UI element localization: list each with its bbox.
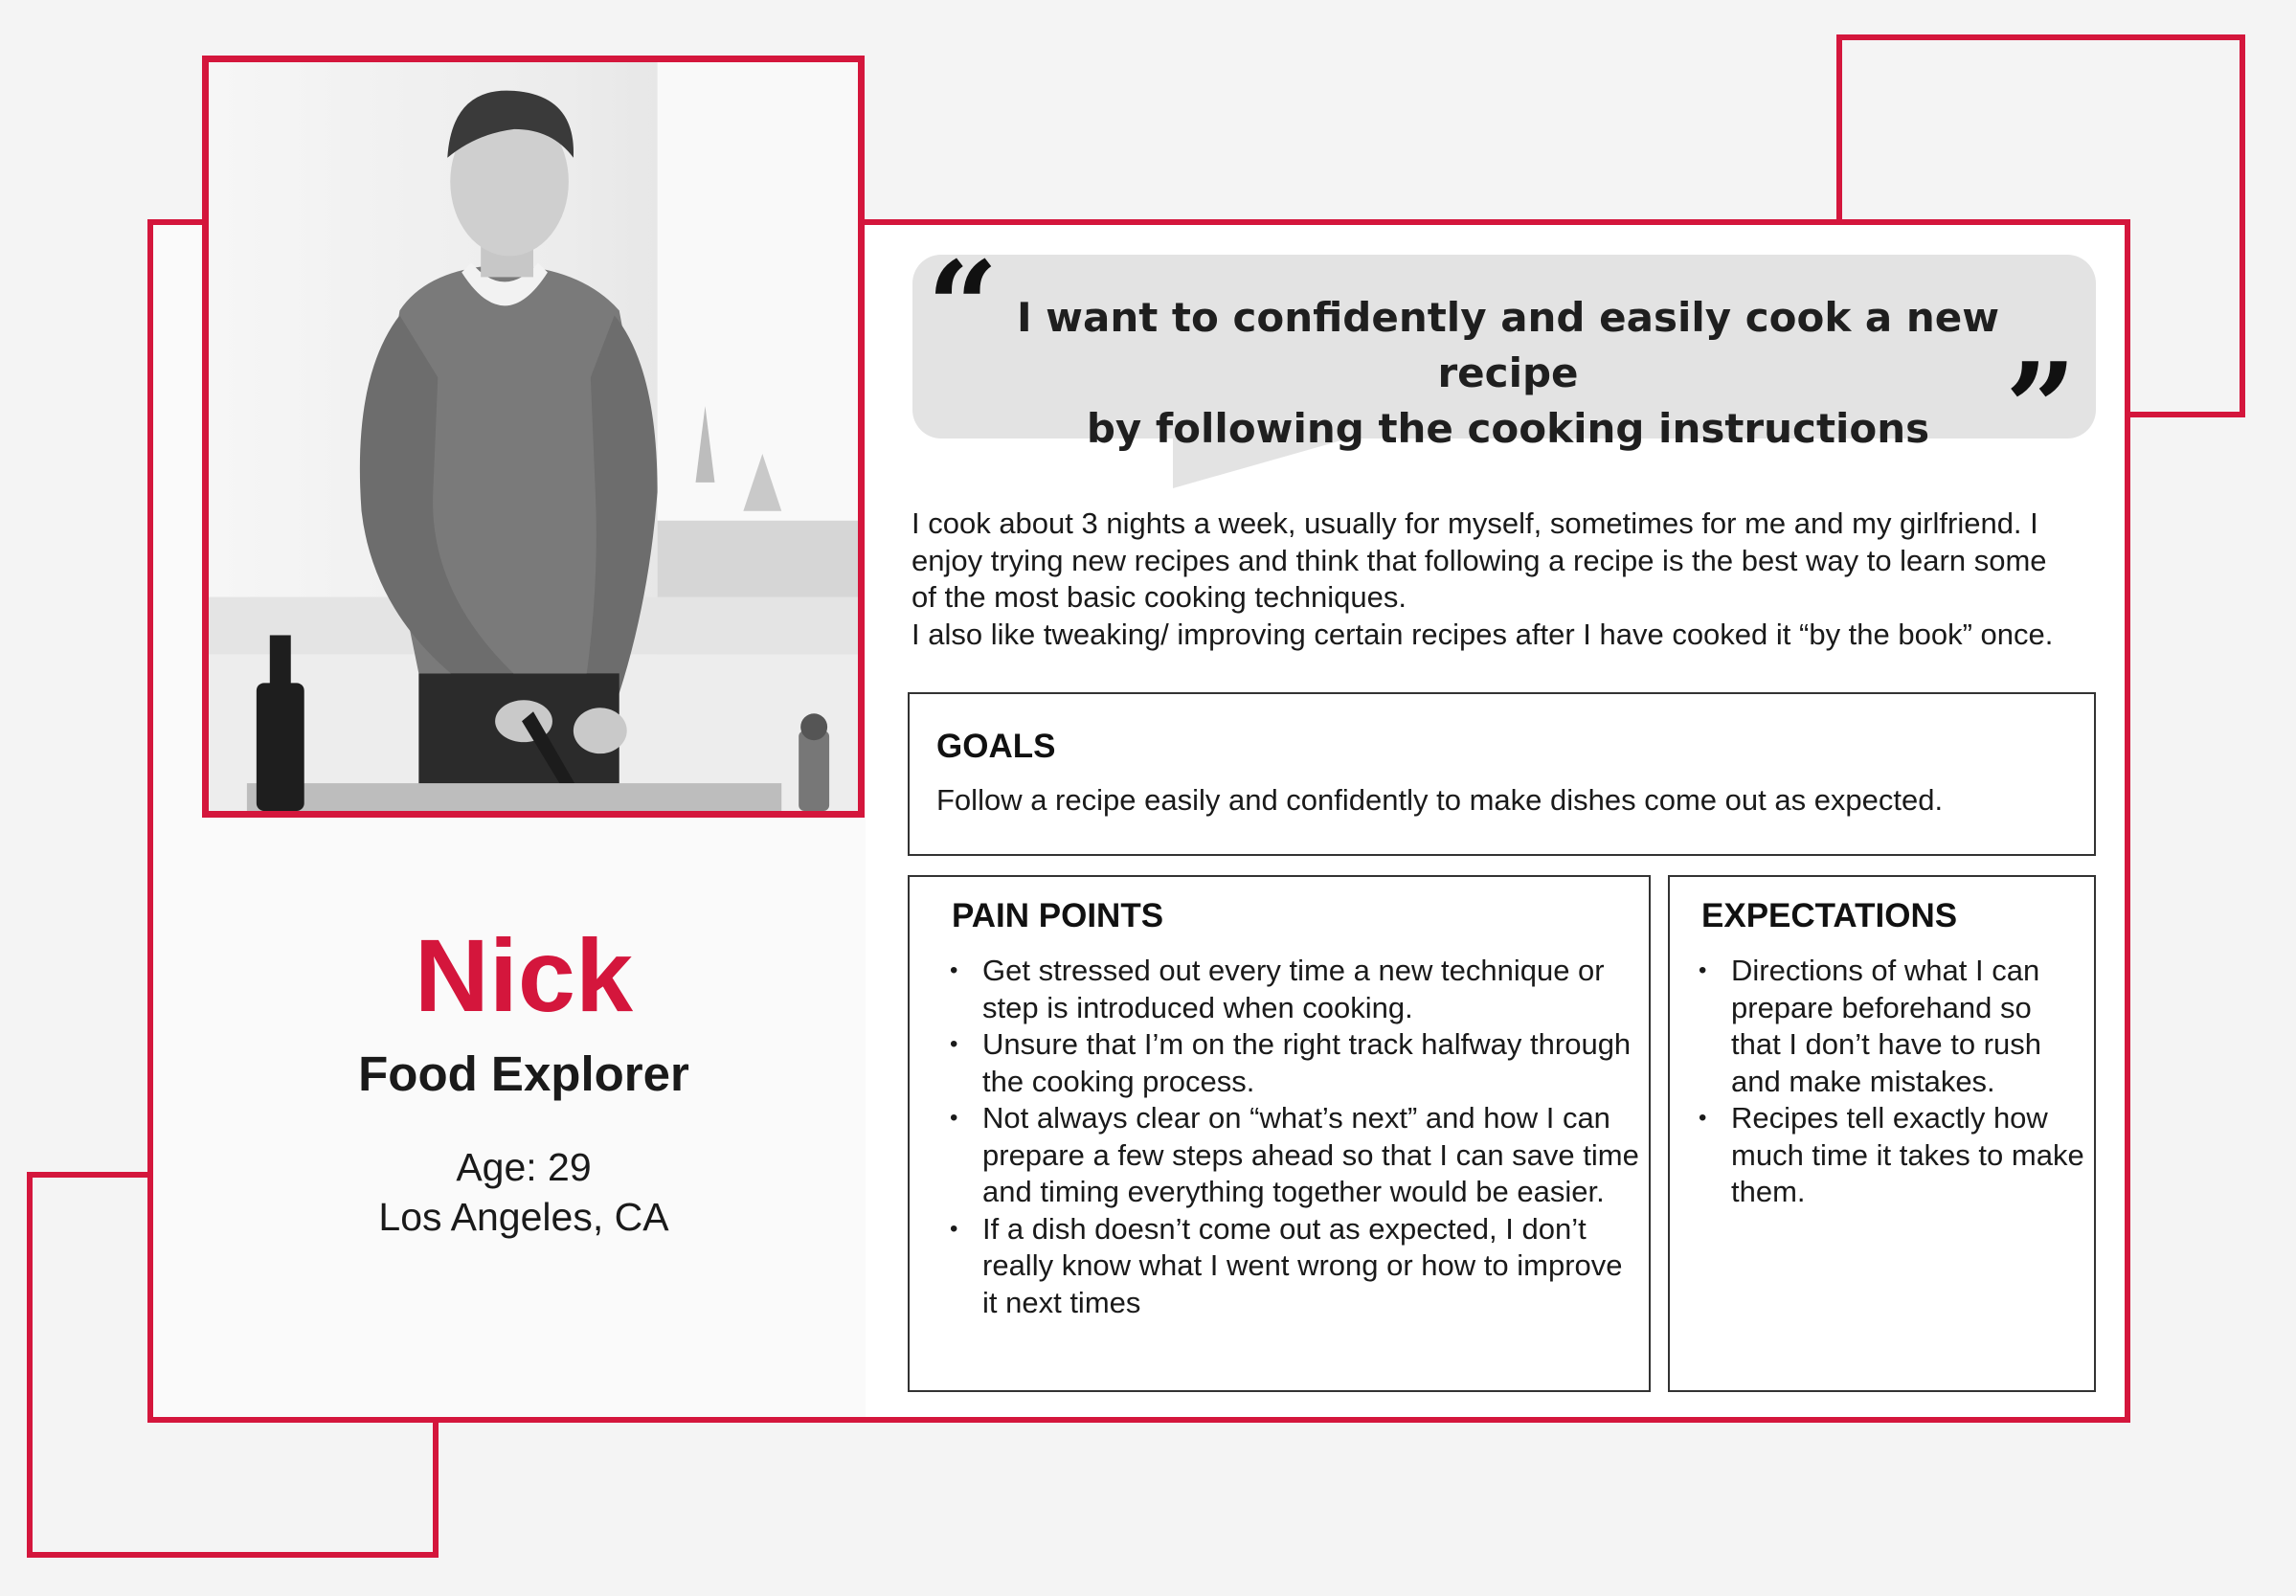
persona-bio xyxy=(912,506,2099,653)
pain-points-box xyxy=(908,875,1651,1392)
close-quote-icon: ” xyxy=(2005,335,2077,482)
expectation-item: • Recipes tell exactly how much time it takes to make them. xyxy=(1699,1100,2086,1211)
pain-point-item: • Not always clear on “what’s next” and how I can prepare a few steps ahead so that I can save time and timing everything together would be easier. xyxy=(950,1100,1639,1211)
goals-text: Follow a recipe easily and confidently to make dishes come out as expected. xyxy=(936,783,1944,817)
pain-point-item: • Get stressed out every time a new technique or step is introduced when cooking. xyxy=(950,953,1639,1026)
expectations-title: EXPECTATIONS xyxy=(1701,897,1958,934)
expectations-list xyxy=(1699,953,2086,1211)
persona-name: Nick xyxy=(414,917,634,1033)
bio-line-2: enjoy trying new recipes and think that following a recipe is the best way to learn some xyxy=(912,543,2047,577)
pain-point-item: • Unsure that I’m on the right track halfway through the cooking process. xyxy=(950,1026,1639,1100)
persona-age: Age: 29 xyxy=(456,1145,592,1189)
pain-point-item: • If a dish doesn’t come out as expected, I don’t really know what I went wrong or how to improve it next times xyxy=(950,1211,1639,1322)
pain-points-list xyxy=(950,953,1639,1321)
bio-line-1: I cook about 3 nights a week, usually for myself, sometimes for me and my girlfriend. I xyxy=(912,506,2038,540)
persona-role: Food Explorer xyxy=(358,1046,689,1101)
goals-title: GOALS xyxy=(936,728,1056,765)
persona-location: Los Angeles, CA xyxy=(378,1195,669,1239)
quote-line-2: by following the cooking instructions xyxy=(1086,405,1930,452)
pain-points-body xyxy=(950,953,1639,1321)
expectations-box xyxy=(1668,875,2096,1392)
quote-line-1: I want to confidently and easily cook a new recipe xyxy=(1016,294,2000,396)
bio-line-3: of the most basic cooking techniques. xyxy=(912,580,1407,614)
persona-photo xyxy=(202,56,865,818)
expectation-item: • Directions of what I can prepare beforehand so that I don’t have to rush and make mistakes. xyxy=(1699,953,2086,1100)
goals-box xyxy=(908,692,2096,856)
bio-line-4: I also like tweaking/ improving certain recipes after I have cooked it “by the book” once. xyxy=(912,617,2054,651)
pain-points-title: PAIN POINTS xyxy=(952,897,1164,934)
open-quote-icon: “ xyxy=(927,234,999,380)
expectations-body xyxy=(1699,953,2086,1211)
persona-quote xyxy=(967,290,2049,457)
